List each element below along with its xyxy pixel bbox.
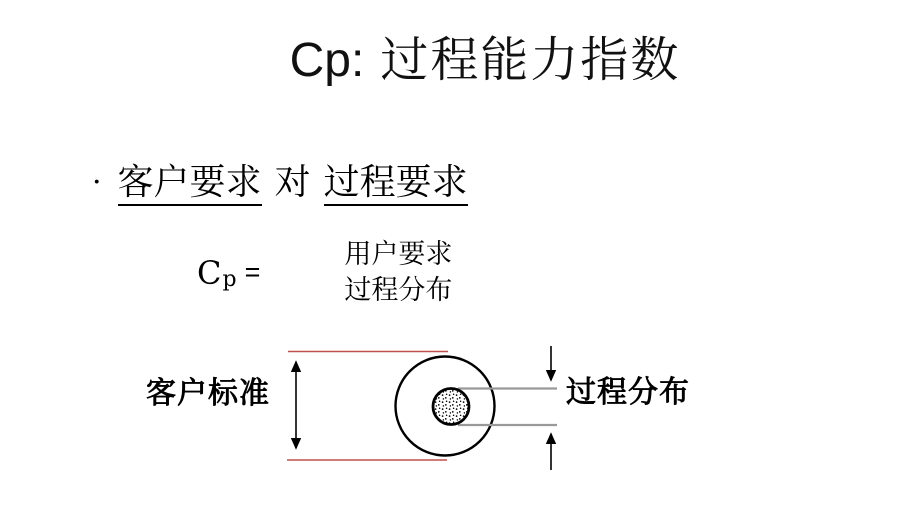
- formula-subscript-p: p: [222, 267, 237, 293]
- bullet-icon: ·: [92, 165, 102, 200]
- target-diagram: [0, 330, 911, 490]
- title-main-text: 过程能力指数: [380, 32, 681, 88]
- bullet-process-requirement: 过程要求: [324, 162, 468, 206]
- title-cp-prefix: Cp:: [289, 34, 365, 87]
- process-distribution-label: 过程分布: [566, 375, 690, 410]
- bullet-customer-requirement: 客户要求: [118, 162, 262, 206]
- fraction-denominator: 过程分布: [344, 274, 453, 306]
- cp-formula: [197, 240, 526, 305]
- fraction-numerator: 用户要求: [344, 239, 453, 270]
- customer-standard-label: 客户标准: [146, 376, 270, 411]
- slide-title: [290, 33, 681, 88]
- formula-fraction: [270, 240, 526, 305]
- bullet-line: [92, 160, 468, 205]
- inner-process-circle: [433, 389, 469, 425]
- formula-symbol-c: C: [197, 253, 222, 292]
- bullet-connector: 对: [274, 162, 311, 203]
- formula-equals-sign: =: [244, 257, 261, 288]
